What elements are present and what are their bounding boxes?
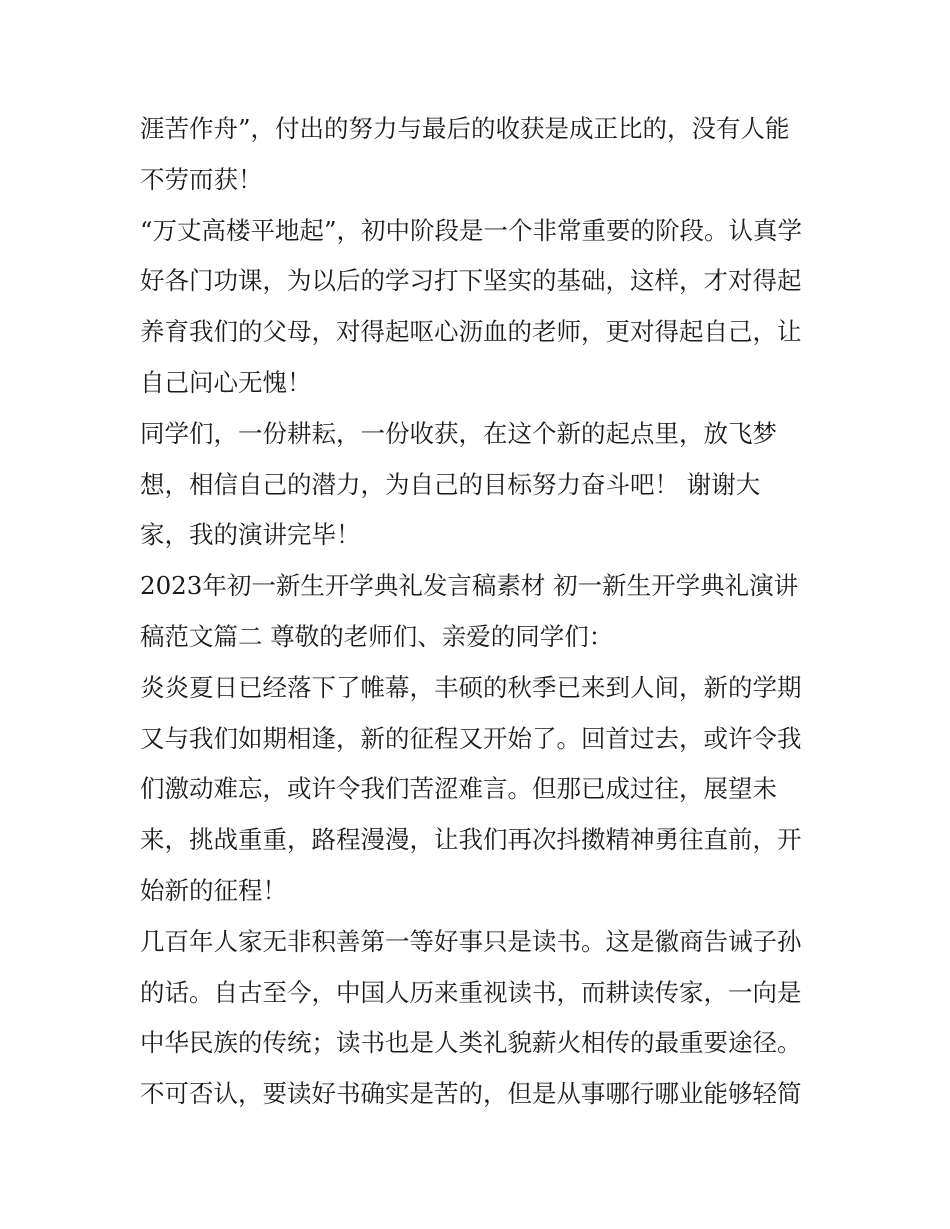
text-line: 始新的征程！ — [140, 875, 287, 905]
text-line: 不劳而获！ — [140, 164, 263, 194]
text-line: 家，我的演讲完毕！ — [140, 520, 361, 550]
text-line: 的话。自古至今，中国人历来重视读书，而耕读传家，一向是 — [140, 977, 802, 1007]
text-line: 几百年人家无非积善第一等好事只是读书。这是徽商告诫子孙 — [140, 926, 802, 956]
text-line: 涯苦作舟”，付出的努力与最后的收获是成正比的，没有人能 — [140, 114, 790, 143]
text-line: 养育我们的父母，对得起呕心沥血的老师，更对得起自己，让 — [140, 317, 802, 347]
text-line: 自己问心无愧！ — [140, 367, 312, 397]
text-line: 同学们，一份耕耘，一份收获，在这个新的起点里，放飞梦 — [140, 418, 777, 448]
text-line: 们激动难忘，或许令我们苦涩难言。但那已成过往，展望未 — [140, 774, 777, 804]
text-line: “万丈高楼平地起”，初中阶段是一个非常重要的阶段。认真学 — [140, 215, 803, 245]
text-line: 想，相信自己的潜力，为自己的目标努力奋斗吧！ 谢谢大 — [140, 469, 761, 499]
text-line: 来，挑战重重，路程漫漫，让我们再次抖擞精神勇往直前，开 — [140, 825, 802, 855]
text-line: 中华民族的传统；读书也是人类礼貌薪火相传的最重要途径。 — [140, 1028, 802, 1058]
heading-line: 2023年初一新生开学典礼发言稿素材 初一新生开学典礼演讲 — [140, 571, 799, 601]
text-line: 好各门功课，为以后的学习打下坚实的基础，这样，才对得起 — [140, 266, 802, 296]
text-line: 又与我们如期相逢，新的征程又开始了。回首过去，或许令我 — [140, 723, 802, 753]
heading-line: 稿范文篇二 尊敬的老师们、亲爱的同学们： — [140, 621, 614, 651]
document-body — [140, 104, 820, 1120]
text-line: 炎炎夏日已经落下了帷幕，丰硕的秋季已来到人间，新的学期 — [140, 672, 802, 702]
text-line: 不可否认，要读好书确实是苦的，但是从事哪行哪业能够轻简 — [140, 1079, 802, 1109]
